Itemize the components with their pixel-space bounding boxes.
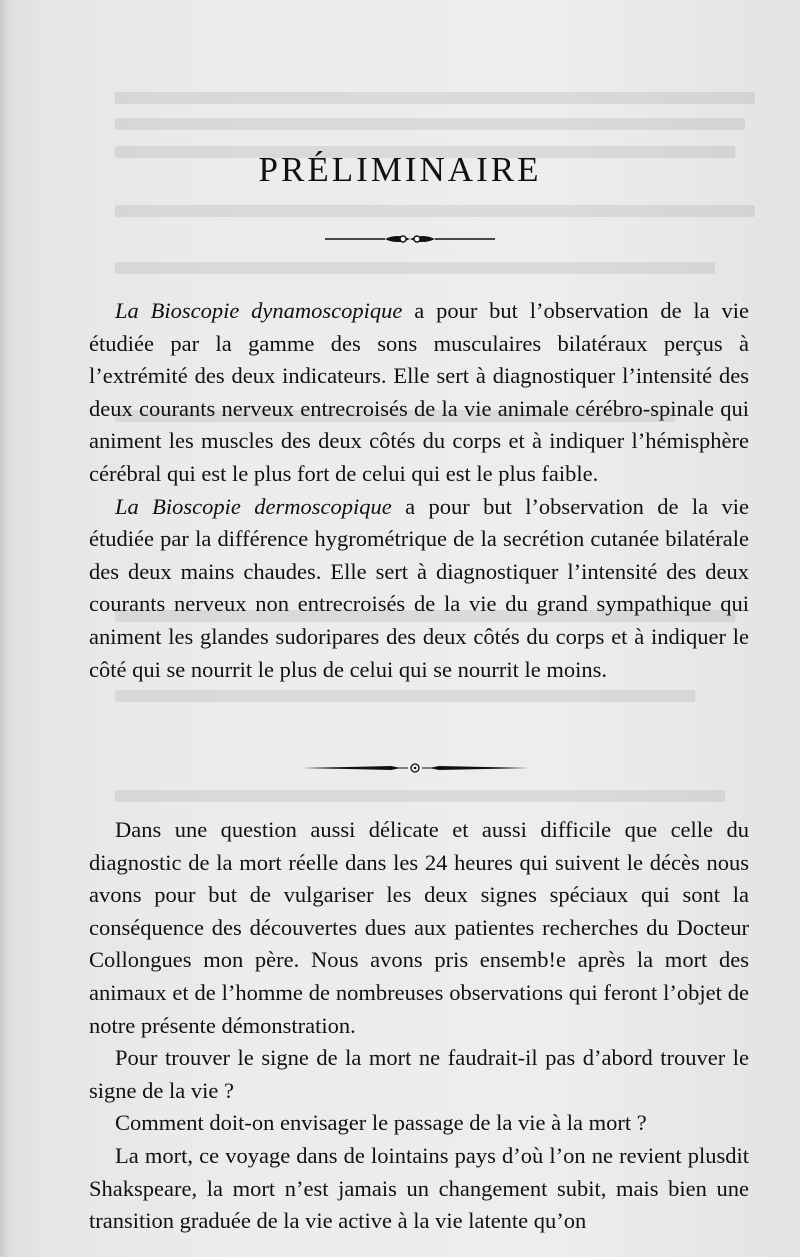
paragraph-main-4: La mort, ce voyage dans de lointains pays d’où l’on ne revient plusdit Shakspeare, la mort n’est jamais un changement subit, mais bien une transition graduée de la vie active à la vie latente qu’on — [89, 1142, 749, 1234]
section-divider — [301, 758, 529, 778]
title-ornament-rule — [325, 229, 495, 249]
paragraph-dermoscopique — [89, 491, 749, 687]
paragraph-dynamoscopique — [89, 295, 749, 491]
intro-section — [89, 295, 749, 686]
term-dermoscopique: La Bioscopie dermoscopique — [115, 493, 392, 519]
paragraph-dermoscopique-text: a pour but l’observation de la vie étudiée par la différence hygrométrique de la secrétion cutanée bilatérale des deux mains chaudes. Elle sert à diagnostiquer l’intensité des deux courants nerveux non entrecroisés de la vie du grand sympathique qui animent les glandes sudoripares des deux côtés du corps et à indiquer le côté qui se nourrit le plus de celui qui se nourrit le moins. — [89, 493, 749, 682]
paragraph-dynamoscopique-text: a pour but l’observation de la vie étudiée par la gamme des sons musculaires bilatéraux perçus à l’extrémité des deux indicateurs. Elle sert à diagnostiquer l’intensité des deux courants nerveux entrecroisés de la vie animale cérébro-spinale qui animent les muscles des deux côtés du corps et à indiquer l’hémisphère cérébral qui est le plus fort de celui qui est le plus faible. — [89, 298, 749, 486]
paragraph-main-2: Pour trouver le signe de la mort ne faudrait-il pas d’abord trouver le signe de la vie ? — [89, 1045, 749, 1103]
term-dynamoscopique: La Bioscopie dynamoscopique — [115, 298, 403, 323]
paragraph-main-3: Comment doit-on envisager le passage de la vie à la mort ? — [115, 1110, 647, 1136]
main-text-section — [89, 814, 749, 1238]
page-title: PRÉLIMINAIRE — [258, 150, 542, 189]
paragraph-main-1: Dans une question aussi délicate et aussi difficile que celle du diagnostic de la mort réelle dans les 24 heures qui suivent le décès nous avons pour but de vulgariser les deux signes spéciaux qui sont la conséquence des découvertes dues aux patientes recherches du Docteur Collongues mon père. Nous avons pris ensemb!e après la mort des animaux et de l’homme de nombreuses observations qui feront l’objet de notre présente démonstration. — [89, 817, 749, 1038]
